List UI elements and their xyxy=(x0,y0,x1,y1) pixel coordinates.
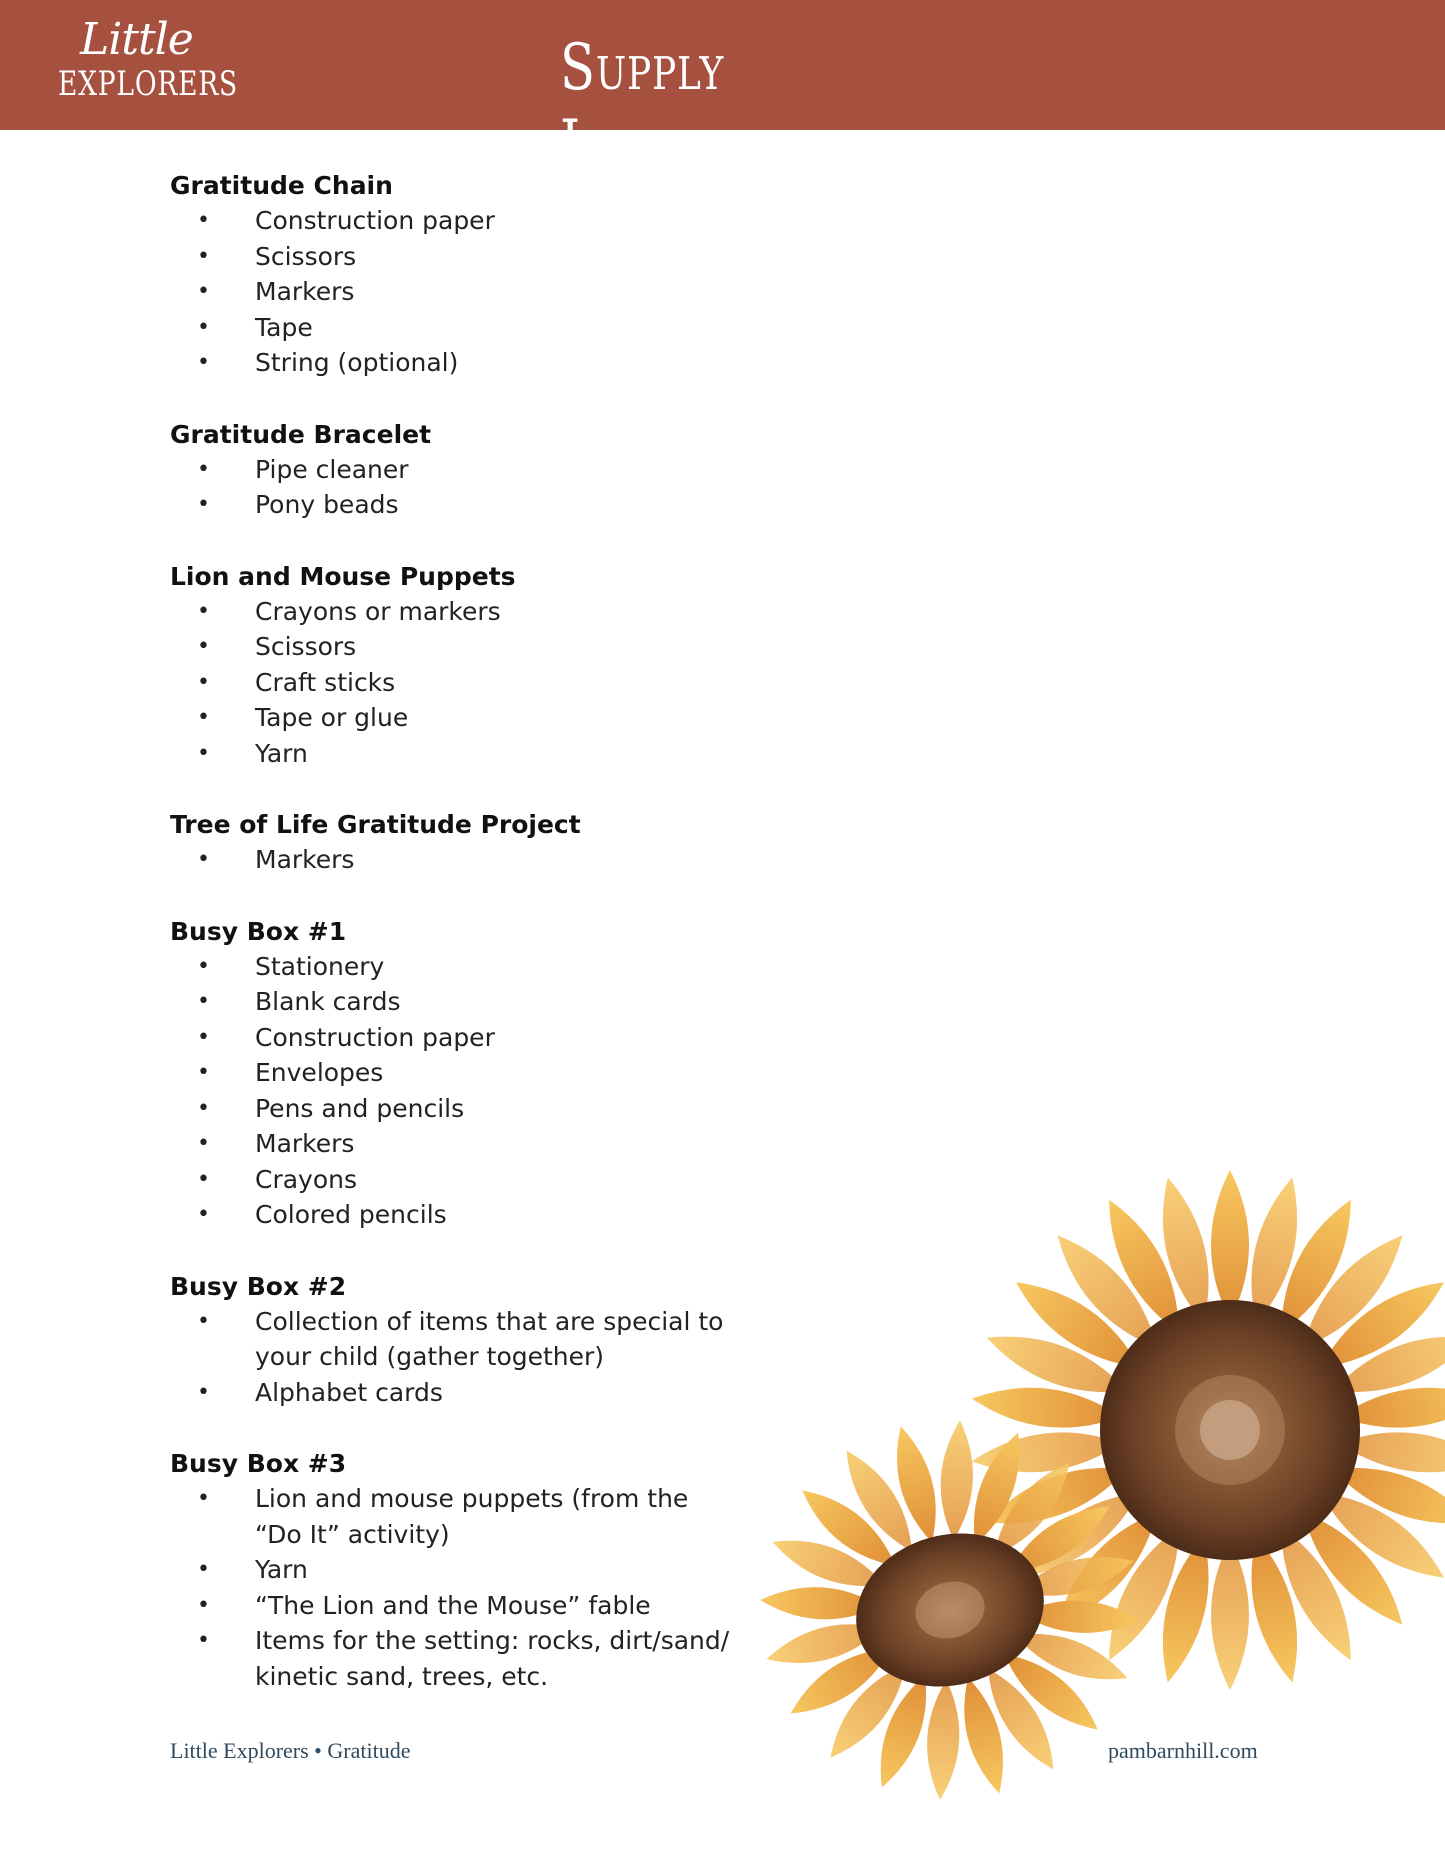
bullet: • xyxy=(197,1024,210,1050)
list-item xyxy=(170,1020,730,1056)
list-item xyxy=(170,1055,730,1091)
supply-list xyxy=(170,168,730,1730)
item-text: Alphabet cards xyxy=(255,1377,443,1407)
supply-items xyxy=(170,842,730,878)
page-title: Supply List xyxy=(560,31,725,181)
item-text: String (optional) xyxy=(255,348,459,377)
bullet: • xyxy=(197,1486,210,1511)
item-text: Yarn xyxy=(255,738,308,768)
section-title: Gratitude Bracelet xyxy=(170,419,432,449)
section-title: Tree of Life Gratitude Project xyxy=(170,810,581,839)
bullet: • xyxy=(197,1095,210,1121)
list-item xyxy=(170,1126,730,1162)
bullet: • xyxy=(197,492,210,517)
section-title: Busy Box #3 xyxy=(170,1449,347,1478)
supply-section xyxy=(170,417,730,523)
bullet: • xyxy=(197,1131,210,1156)
supply-items xyxy=(170,203,730,381)
bullet: • xyxy=(197,634,210,659)
item-text: Crayons or markers xyxy=(255,596,501,626)
supply-section xyxy=(170,1269,730,1411)
supply-section xyxy=(170,807,730,878)
list-item xyxy=(170,949,730,985)
item-text: “The Lion and the Mouse” fable xyxy=(255,1590,651,1620)
page-header xyxy=(0,0,1445,181)
item-text: Collection of items that are special to your child (gather together) xyxy=(255,1306,724,1371)
list-item xyxy=(170,274,730,310)
bullet: • xyxy=(197,705,210,730)
list-item xyxy=(170,239,730,275)
bullet: • xyxy=(197,350,210,375)
list-item xyxy=(170,1552,730,1588)
section-title: Lion and Mouse Puppets xyxy=(170,561,516,591)
list-item xyxy=(170,1481,730,1552)
item-text: Tape xyxy=(255,312,313,342)
bullet: • xyxy=(197,243,210,269)
bullet: • xyxy=(197,1166,210,1192)
list-item xyxy=(170,594,730,630)
little-explorers-logo xyxy=(58,14,238,114)
item-text: Construction paper xyxy=(255,1022,495,1052)
logo-line1: Little xyxy=(80,14,193,65)
list-item xyxy=(170,1091,730,1127)
supply-section xyxy=(170,559,730,772)
petal xyxy=(938,1419,976,1541)
petal xyxy=(1211,1170,1249,1320)
section-title: Busy Box #2 xyxy=(170,1271,347,1301)
section-title: Gratitude Chain xyxy=(170,171,393,200)
item-text: Markers xyxy=(255,277,355,306)
item-text: Pipe cleaner xyxy=(255,454,409,484)
list-item xyxy=(170,665,730,701)
item-text: Craft sticks xyxy=(255,667,396,697)
item-text: Construction paper xyxy=(255,206,495,235)
item-text: Pony beads xyxy=(255,490,399,519)
footer-website: pambarnhill.com xyxy=(1108,1738,1258,1763)
bullet: • xyxy=(197,1308,210,1334)
list-item xyxy=(170,984,730,1020)
list-item xyxy=(170,629,730,665)
bullet: • xyxy=(197,1060,210,1085)
item-text: Markers xyxy=(255,845,355,874)
list-item xyxy=(170,203,730,239)
bullet: • xyxy=(197,208,210,233)
supply-items xyxy=(170,594,730,772)
bullet: • xyxy=(197,847,210,872)
list-item xyxy=(170,736,730,772)
item-text: Lion and mouse puppets (from the “Do It” activity) xyxy=(255,1484,689,1549)
supply-section xyxy=(170,1446,730,1694)
item-text: Blank cards xyxy=(255,987,401,1016)
list-item xyxy=(170,452,730,488)
bullet: • xyxy=(197,1628,210,1653)
bullet: • xyxy=(197,1379,210,1405)
petal xyxy=(924,1679,962,1800)
list-item xyxy=(170,1375,730,1411)
logo-line2: EXPLORERS xyxy=(58,64,238,104)
item-text: Tape or glue xyxy=(255,703,409,732)
supply-items xyxy=(170,1304,730,1411)
section-title: Busy Box #1 xyxy=(170,916,347,946)
bullet: • xyxy=(197,740,210,766)
sunflower-illustration xyxy=(720,1100,1445,1800)
supply-items xyxy=(170,452,730,523)
supply-section xyxy=(170,168,730,381)
item-text: Crayons xyxy=(255,1164,358,1194)
list-item xyxy=(170,1304,730,1375)
supply-items xyxy=(170,1481,730,1694)
footer-series-label: Little Explorers • Gratitude xyxy=(170,1738,411,1763)
bullet: • xyxy=(197,279,210,304)
item-text: Colored pencils xyxy=(255,1200,447,1229)
bullet: • xyxy=(197,1202,210,1227)
bullet: • xyxy=(197,953,210,979)
list-item xyxy=(170,1197,730,1233)
bullet: • xyxy=(197,669,210,695)
item-text: Scissors xyxy=(255,241,357,271)
item-text: Stationery xyxy=(255,951,385,981)
list-item xyxy=(170,700,730,736)
item-text: Items for the setting: rocks, dirt/sand/ kinetic sand, trees, etc. xyxy=(255,1626,730,1691)
list-item xyxy=(170,1588,730,1624)
item-text: Yarn xyxy=(255,1555,308,1584)
bullet: • xyxy=(197,314,210,340)
bullet: • xyxy=(197,1557,210,1582)
supply-items xyxy=(170,949,730,1233)
list-item xyxy=(170,1623,730,1694)
bullet: • xyxy=(197,1592,210,1618)
list-item xyxy=(170,345,730,381)
list-item xyxy=(170,310,730,346)
list-item xyxy=(170,842,730,878)
item-text: Envelopes xyxy=(255,1058,384,1087)
bullet: • xyxy=(197,598,210,624)
list-item xyxy=(170,487,730,523)
bullet: • xyxy=(197,989,210,1014)
petal xyxy=(1211,1540,1249,1690)
bullet: • xyxy=(197,456,210,482)
item-text: Markers xyxy=(255,1129,355,1158)
item-text: Scissors xyxy=(255,632,357,661)
item-text: Pens and pencils xyxy=(255,1093,465,1123)
supply-section xyxy=(170,914,730,1233)
list-item xyxy=(170,1162,730,1198)
